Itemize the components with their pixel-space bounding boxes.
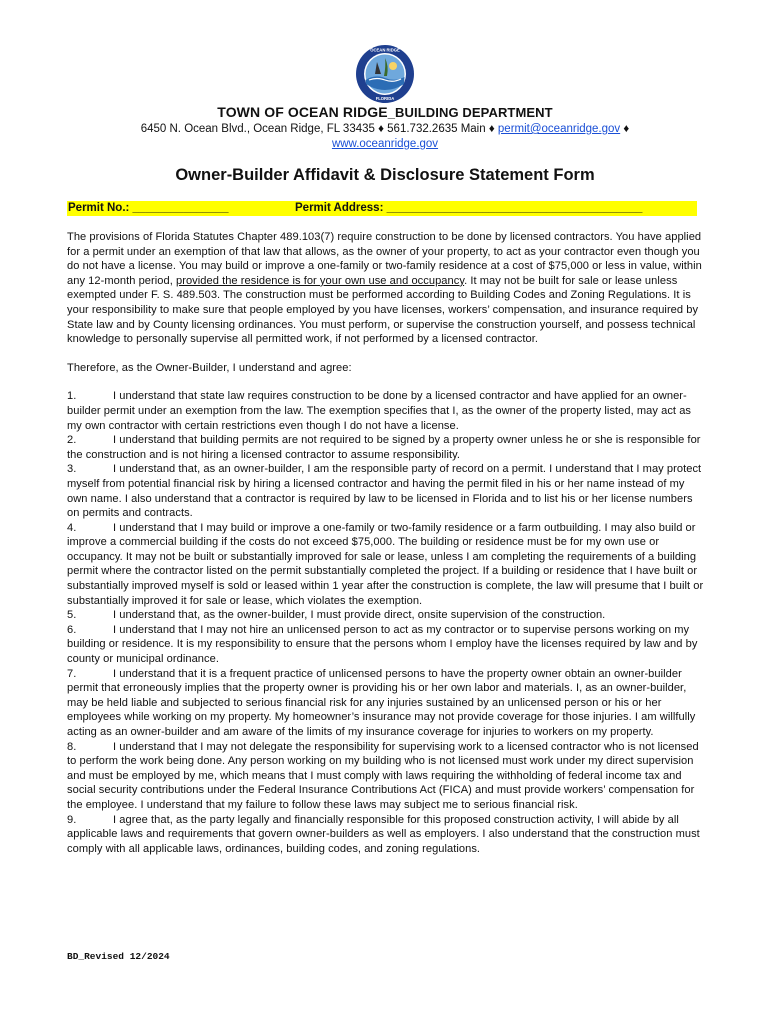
agree-intro: Therefore, as the Owner-Builder, I understand and agree: — [67, 361, 352, 374]
item-number: 8. — [67, 740, 77, 753]
item-number: 5. — [67, 609, 77, 622]
item-number: 7. — [67, 667, 77, 680]
permit-number-field[interactable]: Permit No.: _______________ — [68, 202, 229, 214]
intro-underlined-text: provided the residence is for your own use and occupancy — [175, 274, 465, 287]
item-number: 4. — [67, 521, 77, 534]
revision-footer: BD_Revised 12/2024 — [67, 951, 170, 962]
website-link[interactable]: www.oceanridge.gov — [331, 138, 439, 150]
form-title: Owner-Builder Affidavit & Disclosure Statement Form — [175, 166, 595, 184]
intro-text-1: The provisions of Florida Statutes Chapter 489.103(7) require construction to be done by licensed contractors. You have applied for a permit under an exemption of that law that allows, as the owner of your property, to act as your contractor even though you do not have a license. You may build or improve a one-family or two-family residence at a cost of $75,000 or less in value, within any 12-month period, — [67, 231, 702, 287]
list-item — [67, 389, 705, 433]
list-item — [67, 740, 705, 813]
item-text: I understand that building permits are not required to be signed by a property owner unless he or she is responsible for the construction and is not hiring a licensed contractor to assume responsibility. — [67, 434, 701, 461]
agreement-list — [67, 389, 705, 856]
town-seal-logo — [355, 44, 415, 104]
document-body — [67, 230, 705, 856]
header-contact — [0, 122, 770, 152]
item-number: 1. — [67, 390, 77, 403]
permit-address-field[interactable]: Permit Address: ________________________________________ — [295, 202, 643, 214]
svg-text:FLORIDA: FLORIDA — [375, 96, 395, 101]
item-text: I understand that I may build or improve a one-family or two-family residence or a farm outbuilding. I may also build or improve a commercial building if the costs do not exceed $75,000. The building or residence must be for my own use or occupancy. It may not be built or substantially improved for sale or lease, unless I am completing the requirements of a building permit where the contractor listed on the permit substantially completed the project. If a building or residence that I have built or substantially improved myself is sold or leased within 1 year after the construction is complete, the law will presume that I built or substantially improved it for sale or lease, which violates the exemption. — [67, 521, 704, 607]
item-text: I understand that I may not delegate the responsibility for supervising work to a licensed contractor who is not licensed to perform the work being done. Any person working on my building who is not licensed must work under my direct supervision and must be employed by me, which means that I must comply with laws requiring the withholding of federal income tax and social security contributions under the Federal Insurance Contributions Act (FICA) and must provide workers’ compensation for the employee. I understand that my failure to follow these laws may subject me to serious financial risk. — [67, 740, 699, 811]
intro-text-2: . It may not be built for sale or lease unless exempted under F. S. 489.503. The construction must be performed according to Building Codes and Zoning Regulations. It is your responsibility to make sure that people employed by you have licenses, workers’ compensation, and insurance required by State law and by County licensing ordinances. You must perform, or supervise the construction yourself, and possess technical knowledge to personally supervise all permitted work, if not performed by a licensed contractor. — [67, 274, 699, 346]
list-item — [67, 667, 705, 740]
contact-separator: ♦ — [620, 123, 630, 135]
item-number: 6. — [67, 623, 77, 636]
list-item — [67, 608, 705, 623]
list-item — [67, 623, 705, 667]
item-text: I agree that, as the party legally and financially responsible for this proposed construction activity, I will abide by all applicable laws and requirements that govern owner-builders as well as employers. I also understand that the construction must comply with all applicable laws, ordinances, building codes, and zoning regulations. — [67, 813, 700, 855]
town-name: TOWN OF OCEAN RIDGE — [217, 104, 388, 120]
item-number: 2. — [67, 434, 77, 447]
item-text: I understand that, as the owner-builder, I must provide direct, onsite supervision of the construction. — [113, 609, 606, 622]
item-number: 9. — [67, 813, 77, 826]
item-text: I understand that state law requires construction to be done by a licensed contractor and have applied for an owner-builder permit under an exemption from the law. The exemption specifies that I, as the owner of the property listed, may act as my own contractor with certain restrictions even though I do not have a license. — [67, 390, 692, 432]
list-item — [67, 433, 705, 462]
department-name: _BUILDING DEPARTMENT — [387, 105, 553, 120]
item-text: I understand that, as an owner-builder, I am the responsible party of record on a permit. I understand that I may protect myself from potential financial risk by hiring a licensed contractor and having the permit filed in his or her name instead of my own name. I also understand that a contractor is required by law to be licensed in Florida and to list his or her license numbers on permits and contracts. — [67, 463, 702, 520]
intro-paragraph — [67, 230, 705, 347]
email-link[interactable]: permit@oceanridge.gov — [497, 123, 621, 135]
contact-address: 6450 N. Ocean Blvd., Ocean Ridge, FL 33435 ♦ 561.732.2635 Main ♦ — [140, 123, 498, 135]
header-title — [0, 104, 770, 120]
svg-text:OCEAN RIDGE: OCEAN RIDGE — [370, 47, 400, 53]
item-text: I understand that it is a frequent practice of unlicensed persons to have the property owner obtain an owner-builder permit that erroneously implies that the property owner is providing his or her own labor and materials. I, as an owner-builder, may be held liable and subjected to serious financial risk for any injuries sustained by an unlicensed person or his or her employees while working on my property. My homeowner’s insurance may not provide coverage for those injuries. I am willfully acting as an owner-builder and am aware of the limits of my insurance coverage for injuries to workers on my property. — [67, 667, 696, 738]
list-item — [67, 521, 705, 609]
item-text: I understand that I may not hire an unlicensed person to act as my contractor or to supervise persons working on my building or residence. It is my responsibility to ensure that the persons whom I employ have the licenses required by law and by county or municipal ordinance. — [67, 623, 698, 666]
item-number: 3. — [67, 463, 77, 476]
list-item — [67, 462, 705, 520]
permit-info-row — [67, 201, 697, 216]
list-item — [67, 813, 705, 857]
